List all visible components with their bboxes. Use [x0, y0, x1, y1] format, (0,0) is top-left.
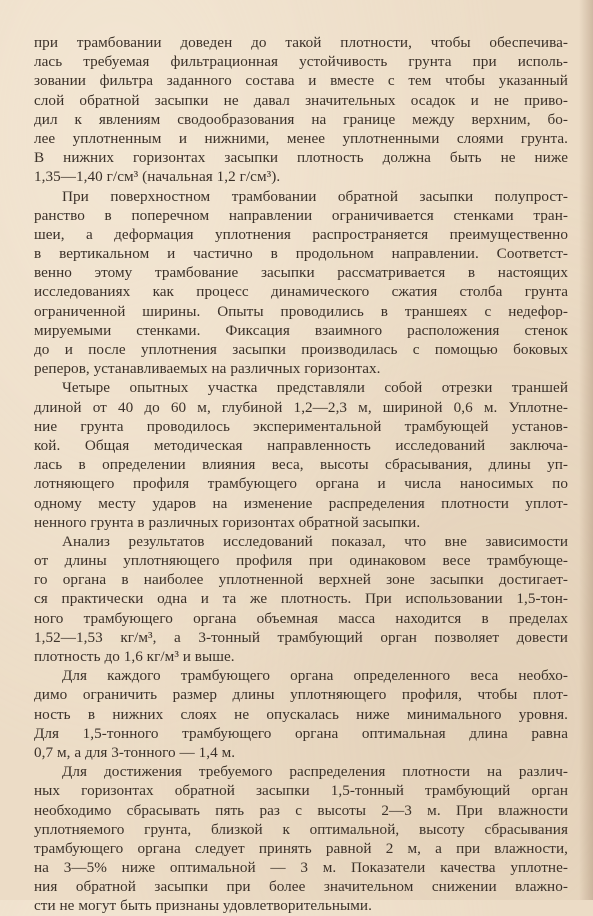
- text-line: Четыре опытных участка представляли собой отрезки траншей: [62, 379, 568, 397]
- text-line: Для каждого трамбующего органа определенного веса необхо-: [62, 667, 568, 685]
- text-line: длиной от 40 до 60 м, глубиной 1,2—2,3 м, шириной 0,6 м. Уплотне-: [34, 398, 568, 416]
- text-line: дил к явлениям сводообразования на границе между верхним, бо-: [34, 110, 568, 128]
- paragraph: [34, 666, 568, 762]
- text-line: 1,52—1,53 кг/м³, а 3-тонный трамбующий орган позволяет довести: [34, 628, 568, 646]
- text-line: на 3—5% ниже оптимальной — 3 м. Показатели качества уплотне-: [34, 859, 568, 877]
- text-line: Анализ результатов исследований показал, что вне зависимости: [62, 532, 568, 550]
- paragraph: [34, 532, 568, 666]
- text-line: Для 1,5-тонного трамбующего органа оптимальная длина равна: [34, 724, 568, 742]
- text-line: венно этому трамбование засыпки рассматривается в настоящих: [34, 264, 568, 282]
- text-line: кой. Общая методическая направленность исследований заключа-: [34, 436, 568, 454]
- text-line: в вертикальном и частично в продольном направлении. Соответст-: [34, 245, 568, 263]
- text-line: трамбующего органа следует принять равной 2 м, а при влажности,: [34, 839, 568, 857]
- text-line: В нижних горизонтах засыпки плотность должна быть не ниже: [34, 149, 568, 167]
- text-line: сти не могут быть признаны удовлетворительными.: [34, 897, 372, 915]
- text-line: ранство в поперечном направлении ограничивается стенками тран-: [34, 206, 568, 224]
- text-line: до и после уплотнения засыпки производилась с помощью боковых: [34, 341, 568, 358]
- text-line: ние грунта проводилось экспериментальной трамбующей установ-: [34, 417, 568, 435]
- text-line: одному месту ударов на изменение распределения плотности уплот-: [34, 494, 568, 512]
- text-line: лее уплотненным и нижними, менее уплотненными слоями грунта.: [34, 129, 568, 147]
- text-line: ограниченной ширины. Опыты проводились в траншеях с недефор-: [34, 302, 568, 320]
- text-line: мируемыми стенками. Фиксация взаимного расположения стенок: [34, 321, 568, 339]
- text-line: необходимо сбрасывать пять раз с высоты 2—3 м. При влажности: [34, 801, 568, 819]
- text-line: шеи, а деформация уплотнения распространяется преимущественно: [34, 225, 568, 243]
- text-line: лотняющего профиля трамбующего органа и числа наносимых по: [34, 475, 568, 493]
- text-line: ного трамбующего органа объемная масса находится в пределах: [34, 609, 568, 627]
- paragraph: [34, 187, 568, 379]
- text-line: димо ограничить размер длины уплотняющего профиля, чтобы плот-: [34, 686, 568, 704]
- text-line: ненного грунта в различных горизонтах обратной засыпки.: [34, 513, 421, 531]
- paragraph: [34, 33, 568, 187]
- text-line: от длины уплотняющего профиля при одинаковом весе трамбующе-: [34, 552, 568, 570]
- text-line: Для достижения требуемого распределения плотности на различ-: [62, 763, 568, 781]
- body-text: [34, 33, 568, 916]
- text-line: ность в нижних слоях не опускалась ниже минимального уровня.: [34, 705, 568, 723]
- text-line: при трамбовании доведен до такой плотности, чтобы обеспечива-: [34, 34, 568, 51]
- text-line: лась в определении влияния веса, высоты сбрасывания, длины уп-: [34, 456, 568, 474]
- text-line: реперов, устанавливаемых на различных горизонтах.: [34, 360, 381, 378]
- text-line: зовании фильтра заданного состава и вместе с тем чтобы указанный: [34, 72, 568, 90]
- text-line: уплотняемого грунта, близкой к оптимальной, высоту сбрасывания: [34, 820, 568, 838]
- text-line: При поверхностном трамбовании обратной засыпки полупрост-: [62, 187, 568, 205]
- text-line: лась требуемая фильтрационная устойчивость грунта при исполь-: [34, 53, 568, 71]
- page-edge-shadow: [579, 0, 593, 900]
- text-line: 1,35—1,40 г/см³ (начальная 1,2 г/см³).: [34, 168, 281, 186]
- text-line: ся практически одна и та же плотность. При использовании 1,5-тон-: [34, 590, 568, 608]
- text-line: плотность до 1,6 кг/м³ и выше.: [34, 648, 235, 665]
- paragraph: [34, 762, 568, 916]
- text-line: исследованиях как процесс динамического сжатия столба грунта: [34, 283, 568, 301]
- text-line: ния обратной засыпки при более значительном снижении влажно-: [34, 878, 568, 896]
- text-line: слой обратной засыпки не давал значительных осадок и не приво-: [34, 91, 568, 109]
- text-line: 0,7 м, а для 3-тонного — 1,4 м.: [34, 743, 236, 761]
- text-line: ных горизонтах обратной засыпки 1,5-тонный трамбующий орган: [34, 782, 568, 800]
- text-line: го органа в наиболее уплотненной верхней зоне засыпки достигает-: [34, 571, 568, 589]
- paragraph: [34, 378, 568, 532]
